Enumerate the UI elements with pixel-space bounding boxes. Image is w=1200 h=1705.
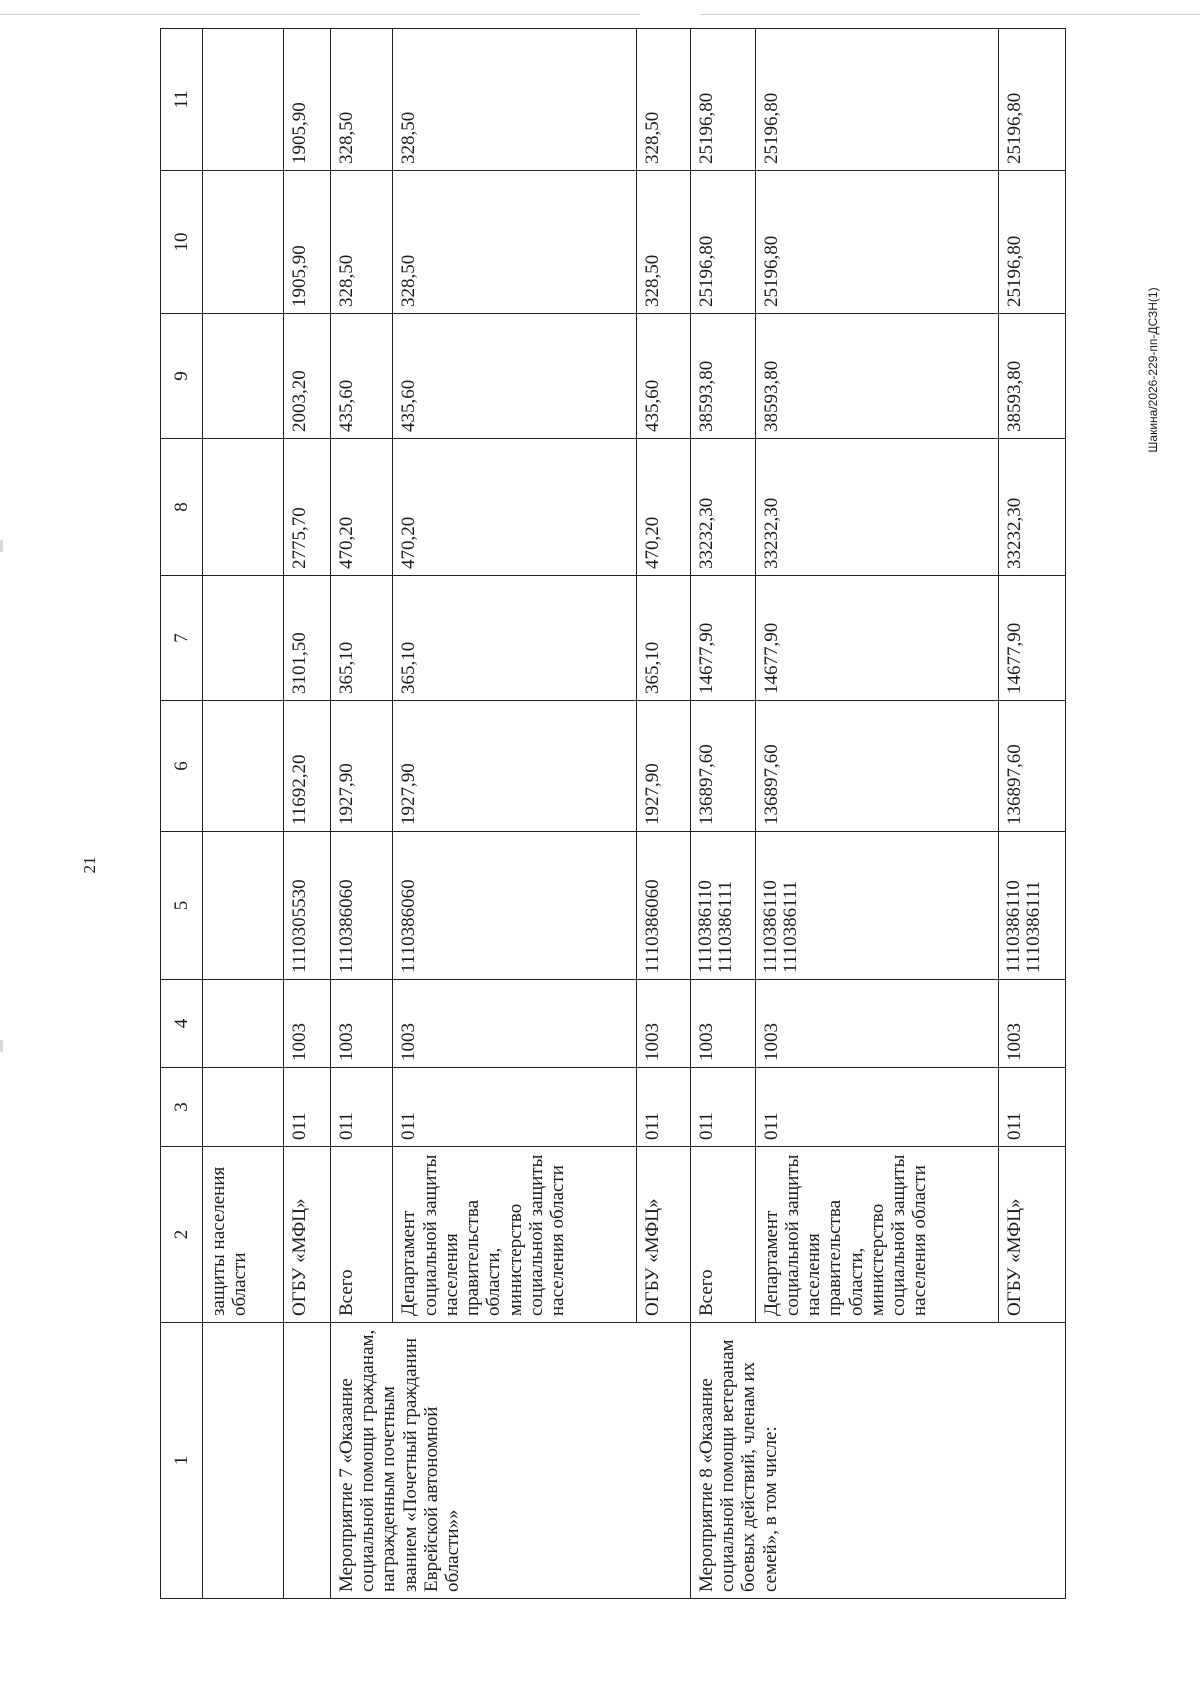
grbs-cell: 011 [755,1068,998,1147]
value-year-cell: 328,50 [393,171,636,314]
value-year-cell: 470,20 [330,439,393,576]
value-total-cell: 1927,90 [330,701,393,832]
value-year-cell: 25196,80 [690,171,755,314]
value-year-cell [203,29,284,171]
value-year-cell: 2003,20 [284,314,330,439]
executor-cell: Департамент социальной защиты населения правительства области, министерство социальной защиты населения области [393,1147,636,1323]
csr-cell: 1110386060 [393,832,636,980]
header-cell: 10 [161,171,203,314]
executor-cell: Всего [330,1147,393,1323]
value-year-cell: 14677,90 [690,576,755,701]
value-year-cell: 435,60 [393,314,636,439]
value-year-cell: 328,50 [393,29,636,171]
value-year-cell: 328,50 [330,29,393,171]
value-year-cell: 14677,90 [998,576,1065,701]
grbs-cell: 011 [330,1068,393,1147]
executor-cell: Департамент социальной защиты населения правительства области, министерство социальной защиты населения области [755,1147,998,1323]
value-year-cell: 470,20 [393,439,636,576]
value-year-cell: 328,50 [636,29,690,171]
document-code-text: Шакина/2026-229-пп-ДСЗН(1) [1146,287,1160,453]
value-total-cell: 136897,60 [690,701,755,832]
value-total-cell [203,701,284,832]
table-row [330,29,393,1599]
value-year-cell: 1905,90 [284,171,330,314]
rz-pr-cell: 1003 [690,980,755,1068]
executor-cell: ОГБУ «МФЦ» [284,1147,330,1323]
executor-cell: ОГБУ «МФЦ» [636,1147,690,1323]
scan-edge-line [0,14,640,15]
value-year-cell: 328,50 [330,171,393,314]
value-total-cell: 1927,90 [393,701,636,832]
value-year-cell: 38593,80 [998,314,1065,439]
rz-pr-cell: 1003 [393,980,636,1068]
grbs-cell: 011 [393,1068,636,1147]
value-year-cell: 33232,30 [690,439,755,576]
csr-cell [203,832,284,980]
executor-cell: Всего [690,1147,755,1323]
csr-cell [690,832,755,980]
table-row [284,29,330,1599]
activity-7-cell: Мероприятие 7 «Оказание социальной помощи гражданам, награжденным почетным званием «Почетный гражданин Еврейской автономной области»» [330,1323,690,1599]
value-year-cell [203,171,284,314]
header-cell: 9 [161,314,203,439]
rz-pr-cell [203,980,284,1068]
csr-code: 1110386110 [759,880,781,973]
value-year-cell: 25196,80 [755,29,998,171]
rotated-table-container [160,29,1066,1599]
budget-table [160,28,1066,1599]
value-year-cell: 1905,90 [284,29,330,171]
value-year-cell: 328,50 [636,171,690,314]
value-total-cell: 136897,60 [755,701,998,832]
executor-cell: защиты населения области [203,1147,284,1323]
executor-cell: ОГБУ «МФЦ» [998,1147,1065,1323]
value-year-cell: 25196,80 [690,29,755,171]
activity-8-cell: Мероприятие 8 «Оказание социальной помощи ветеранам боевых действий, членам их семей», в том числе: [690,1323,1065,1599]
header-cell: 1 [161,1323,203,1599]
header-cell: 4 [161,980,203,1068]
header-cell: 8 [161,439,203,576]
value-year-cell: 25196,80 [998,171,1065,314]
value-total-cell: 11692,20 [284,701,330,832]
grbs-cell: 011 [998,1068,1065,1147]
csr-cell: 1110305530 [284,832,330,980]
header-cell: 2 [161,1147,203,1323]
rz-pr-cell: 1003 [998,980,1065,1068]
csr-code: 1110386110 [1002,880,1024,973]
grbs-cell: 011 [284,1068,330,1147]
activity-cell-empty [284,1323,330,1599]
value-year-cell: 435,60 [636,314,690,439]
value-total-cell: 1927,90 [636,701,690,832]
value-year-cell [203,576,284,701]
value-year-cell: 33232,30 [755,439,998,576]
grbs-cell [203,1068,284,1147]
rz-pr-cell: 1003 [636,980,690,1068]
csr-code: 1110386111 [779,880,801,973]
header-cell: 5 [161,832,203,980]
value-year-cell [203,314,284,439]
value-year-cell [203,439,284,576]
rz-pr-cell: 1003 [284,980,330,1068]
csr-cell [755,832,998,980]
csr-code: 1110386111 [1022,880,1044,973]
value-year-cell: 2775,70 [284,439,330,576]
value-year-cell: 25196,80 [755,171,998,314]
activity-cell-empty [203,1323,284,1599]
csr-cell [998,832,1065,980]
header-cell: 11 [161,29,203,171]
page-number: 21 [80,856,99,874]
value-year-cell: 365,10 [330,576,393,701]
header-cell: 3 [161,1068,203,1147]
document-code [1138,287,1168,453]
value-year-cell: 25196,80 [998,29,1065,171]
value-year-cell: 365,10 [393,576,636,701]
value-year-cell: 435,60 [330,314,393,439]
value-year-cell: 38593,80 [690,314,755,439]
csr-code: 1110386110 [694,880,716,973]
value-total-cell: 136897,60 [998,701,1065,832]
scan-edge-mark [0,1040,3,1052]
csr-cell: 1110386060 [330,832,393,980]
header-cell: 7 [161,576,203,701]
value-year-cell: 33232,30 [998,439,1065,576]
csr-cell: 1110386060 [636,832,690,980]
table-row [203,29,284,1599]
grbs-cell: 011 [636,1068,690,1147]
rz-pr-cell: 1003 [755,980,998,1068]
csr-code: 1110386111 [714,880,736,973]
value-year-cell: 470,20 [636,439,690,576]
value-year-cell: 365,10 [636,576,690,701]
table-row [690,29,755,1599]
scan-edge-mark [0,540,3,552]
header-cell: 6 [161,701,203,832]
value-year-cell: 3101,50 [284,576,330,701]
value-year-cell: 14677,90 [755,576,998,701]
rz-pr-cell: 1003 [330,980,393,1068]
table-header-row [161,29,203,1599]
value-year-cell: 38593,80 [755,314,998,439]
grbs-cell: 011 [690,1068,755,1147]
scan-edge-line [700,14,1200,15]
